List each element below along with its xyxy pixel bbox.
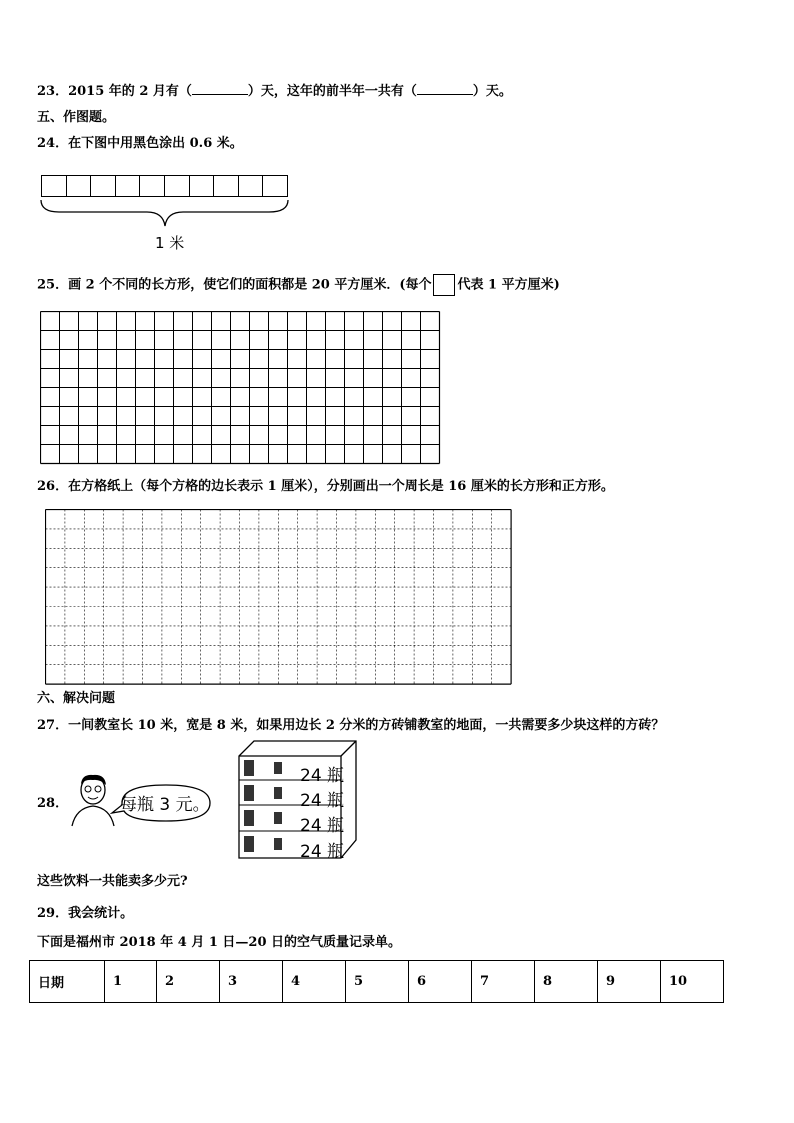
grid-paper-25[interactable] xyxy=(40,311,460,465)
strip-cell[interactable] xyxy=(140,176,165,196)
table-cell: 9 xyxy=(598,961,661,1003)
table-cell: 10 xyxy=(661,961,724,1003)
question-29: 29．我会统计。 xyxy=(37,906,134,921)
answer-blank-2[interactable] xyxy=(417,82,473,95)
strip-cell[interactable] xyxy=(116,176,141,196)
question-26: 26．在方格纸上（每个方格的边长表示 1 厘米），分别画出一个周长是 16 厘米的长方形和正方形。 xyxy=(37,479,614,494)
section-heading-5: 五、作图题。 xyxy=(37,110,116,125)
strip-cell[interactable] xyxy=(67,176,92,196)
grid-paper-26[interactable] xyxy=(45,509,515,687)
meter-strip[interactable] xyxy=(41,175,288,197)
crate-label: 24 瓶 xyxy=(300,766,345,786)
question-29-desc: 下面是福州市 2018 年 4 月 1 日—20 日的空气质量记录单。 xyxy=(37,935,402,950)
table-cell: 3 xyxy=(220,961,283,1003)
question-25: 25．画 2 个不同的长方形，使它们的面积都是 20 平方厘米．(每个 代表 1 平方厘米) xyxy=(37,274,560,296)
section-heading-6: 六、解决问题 xyxy=(37,691,116,706)
table-cell: 6 xyxy=(409,961,472,1003)
strip-cell[interactable] xyxy=(263,176,287,196)
unit-square-icon xyxy=(433,274,455,296)
brace-icon xyxy=(39,198,291,230)
crate-label: 24 瓶 xyxy=(300,816,345,836)
table-cell: 7 xyxy=(472,961,535,1003)
table-cell: 8 xyxy=(535,961,598,1003)
crate-label: 24 瓶 xyxy=(300,842,345,862)
strip-cell[interactable] xyxy=(165,176,190,196)
table-cell: 5 xyxy=(346,961,409,1003)
strip-cell[interactable] xyxy=(239,176,264,196)
air-quality-table xyxy=(29,960,724,1003)
table-cell: 4 xyxy=(283,961,346,1003)
question-27: 27．一间教室长 10 米，宽是 8 米，如果用边长 2 分米的方砖铺教室的地面，一共需要多少块这样的方砖？ xyxy=(37,718,665,733)
question-23: 23．2015 年的 2 月有（ ）天，这年的前半年一共有（ ）天。 xyxy=(37,84,512,99)
table-row xyxy=(30,961,724,1003)
price-text: 每瓶 3 元。 xyxy=(120,795,210,815)
answer-blank-1[interactable] xyxy=(192,82,248,95)
question-28-number: 28． xyxy=(37,796,69,811)
strip-cell[interactable] xyxy=(214,176,239,196)
strip-cell[interactable] xyxy=(42,176,67,196)
question-24: 24．在下图中用黑色涂出 0.6 米。 xyxy=(37,136,243,151)
table-header-cell: 日期 xyxy=(30,961,105,1003)
crate-label: 24 瓶 xyxy=(300,791,345,811)
strip-cell[interactable] xyxy=(190,176,215,196)
table-cell: 2 xyxy=(157,961,220,1003)
length-label: 1 米 xyxy=(155,234,185,252)
strip-cell[interactable] xyxy=(91,176,116,196)
question-28-text: 这些饮料一共能卖多少元? xyxy=(37,874,188,889)
table-cell: 1 xyxy=(105,961,157,1003)
